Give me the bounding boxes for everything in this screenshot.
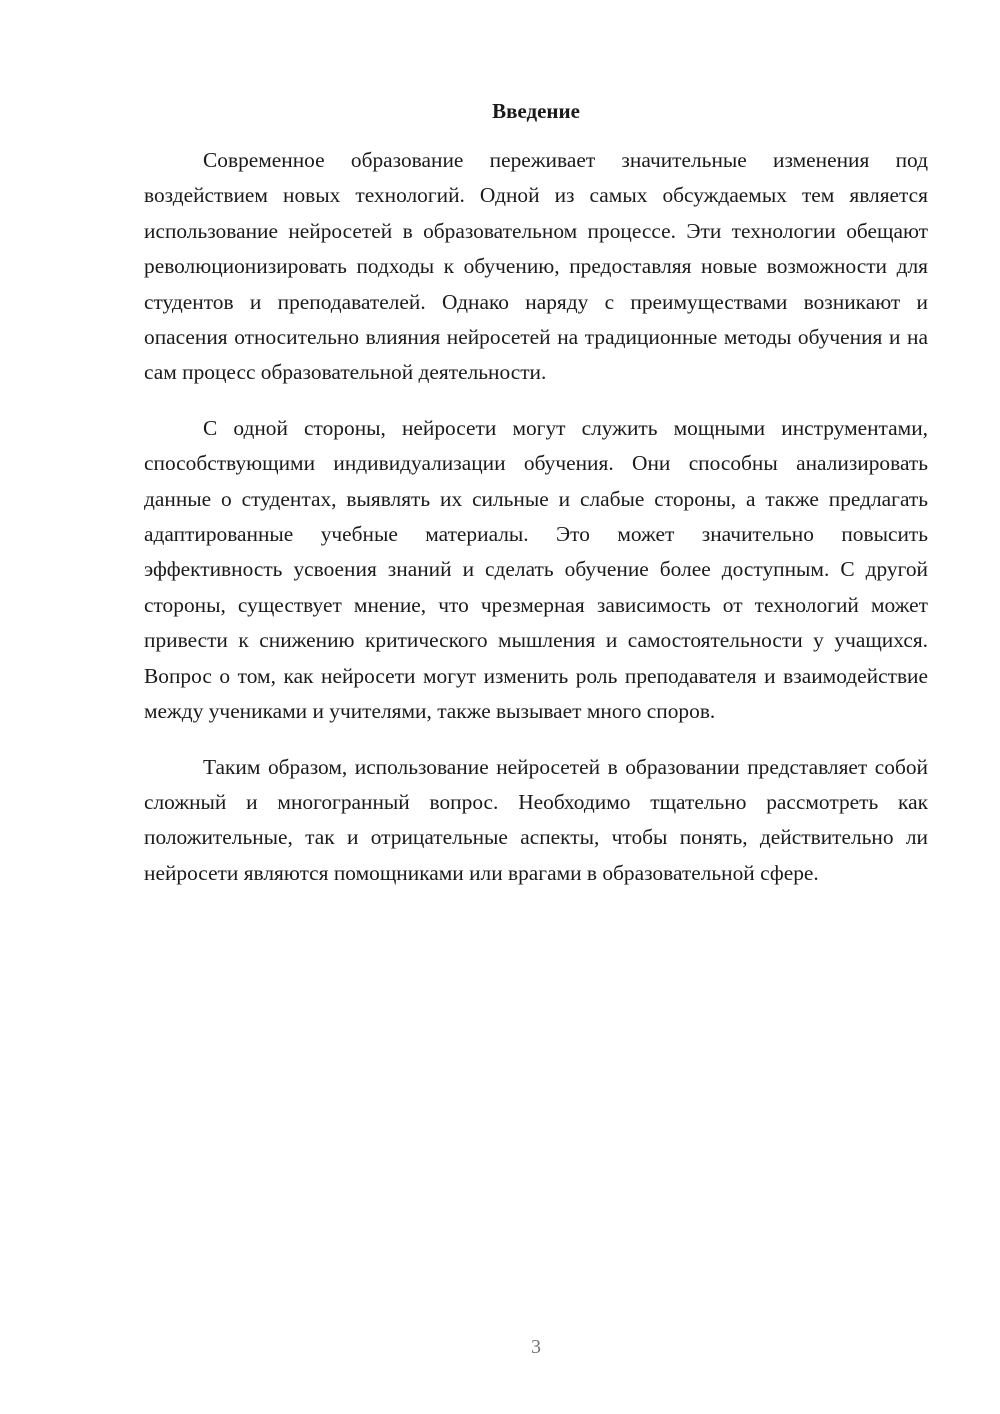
page-number: 3 xyxy=(531,1336,541,1358)
section-heading: Введение xyxy=(492,99,580,123)
paragraph-intro: Современное образование переживает значительные изменения под воздействием новых технологий. Одной из самых обсуждаемых тем является использование нейросетей в образовательном процессе. Эти технологии обещают революционизировать подходы к обучению, предоставляя новые возможности для студентов и преподавателей. Однако наряду с преимуществами возникают и опасения относительно влияния нейросетей на традиционные методы обучения и на сам процесс образовательной деятельности. xyxy=(144,148,928,385)
paragraph-conclusion: Таким образом, использование нейросетей в образовании представляет собой сложный и многогранный вопрос. Необходимо тщательно рассмотреть как положительные, так и отрицательные аспекты, чтобы понять, действительно ли нейросети являются помощниками или врагами в образовательной сфере. xyxy=(144,754,928,885)
paragraph-pros-cons: С одной стороны, нейросети могут служить мощными инструментами, способствующими индивидуализации обучения. Они способны анализировать данные о студентах, выявлять их сильные и слабые стороны, а также предлагать адаптированные учебные материалы. Это может значительно повысить эффективность усвоения знаний и сделать обучение более доступным. С другой стороны, существует мнение, что чрезмерная зависимость от технологий может привести к снижению критического мышления и самостоятельности у учащихся. Вопрос о том, как нейросети могут изменить роль преподавателя и взаимодействие между учениками и учителями, также вызывает много споров. xyxy=(144,415,928,724)
body-text xyxy=(144,143,928,911)
